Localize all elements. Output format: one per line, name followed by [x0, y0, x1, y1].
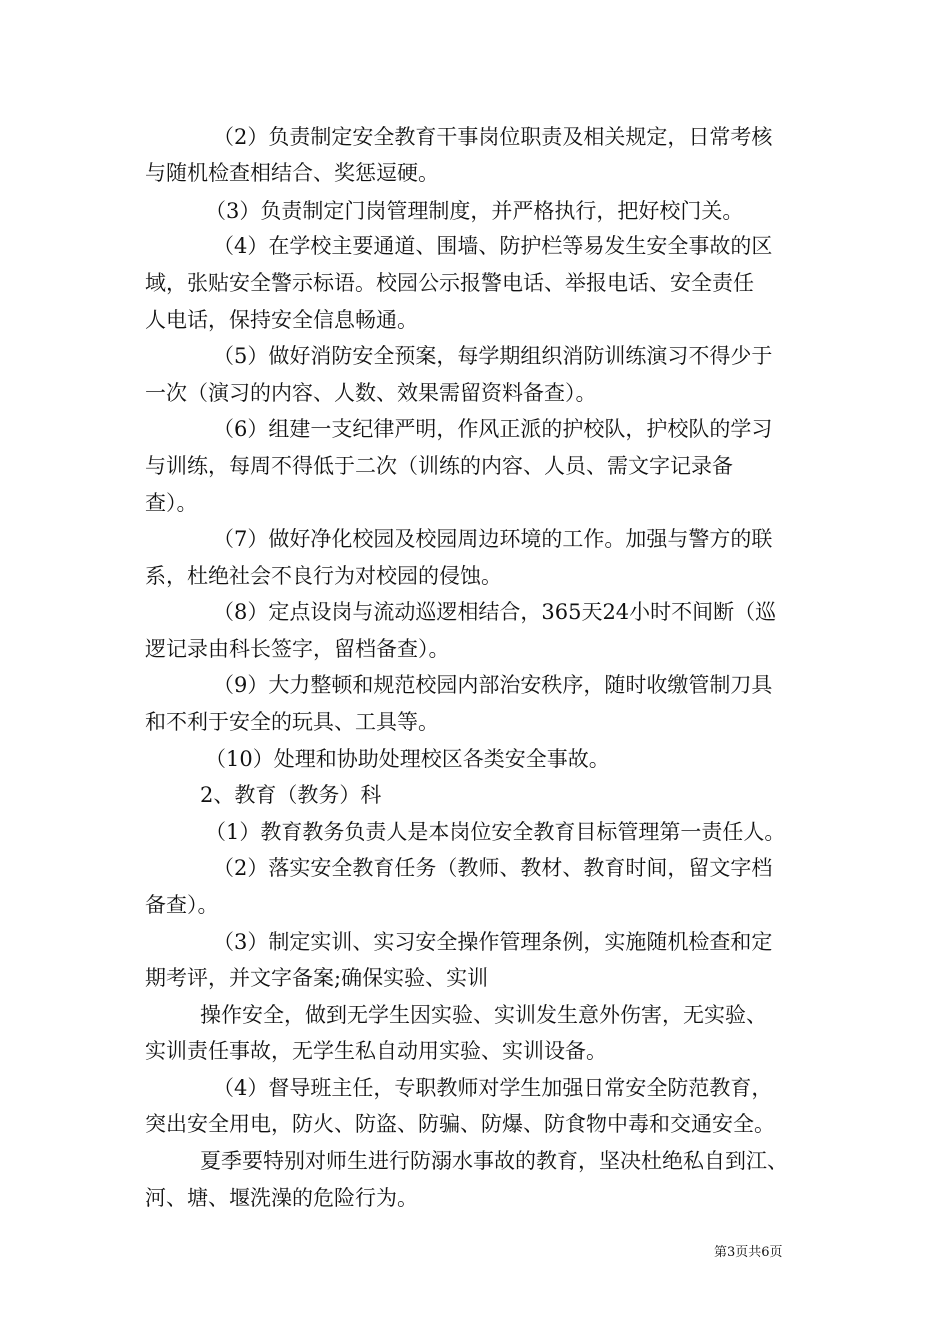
text-line: （7）做好净化校园及校园周边环境的工作。加强与警方的联: [213, 527, 773, 551]
text-line: 域，张贴安全警示标语。校园公示报警电话、举报电话、安全责任: [145, 271, 754, 295]
text-line: 期考评，并文字备案;确保实验、实训: [145, 966, 489, 990]
text-line: （6）组建一支纪律严明，作风正派的护校队，护校队的学习: [213, 417, 773, 441]
text-line: （4）督导班主任，专职教师对学生加强日常安全防范教育，: [213, 1076, 773, 1100]
text-line: 操作安全，做到无学生因实验、实训发生意外伤害，无实验、: [200, 1003, 767, 1027]
text-line: （10）处理和协助处理校区各类安全事故。: [205, 747, 610, 771]
section-heading: 2、教育（教务）科: [200, 783, 382, 807]
text-line: （3）制定实训、实习安全操作管理条例，实施随机检查和定: [213, 930, 773, 954]
text-line: 系，杜绝社会不良行为对校园的侵蚀。: [145, 564, 502, 588]
text-line: 逻记录由科长签字，留档备查）。: [145, 637, 450, 661]
text-line: （4）在学校主要通道、围墙、防护栏等易发生安全事故的区: [213, 234, 773, 258]
text-line: 人电话，保持安全信息畅通。: [145, 308, 418, 332]
text-line: 河、塘、堰洗澡的危险行为。: [145, 1186, 418, 1210]
text-line: （2）负责制定安全教育干事岗位职责及相关规定，日常考核: [213, 125, 773, 149]
text-line: 实训责任事故，无学生私自动用实验、实训设备。: [145, 1039, 607, 1063]
text-line: 与随机检查相结合、奖惩逗硬。: [145, 161, 439, 185]
text-line: 查）。: [145, 491, 198, 515]
text-line: （5）做好消防安全预案，每学期组织消防训练演习不得少于: [213, 344, 773, 368]
text-line: （1）教育教务负责人是本岗位安全教育目标管理第一责任人。: [205, 820, 786, 844]
text-line: 突出安全用电，防火、防盗、防骗、防爆、防食物中毒和交通安全。: [145, 1112, 775, 1136]
text-line: （8）定点设岗与流动巡逻相结合，365天24小时不间断（巡: [213, 600, 777, 624]
text-line: （9）大力整顿和规范校园内部治安秩序，随时收缴管制刀具: [213, 673, 773, 697]
text-line: 备查）。: [145, 893, 219, 917]
text-line: 一次（演习的内容、人数、效果需留资料备查）。: [145, 381, 597, 405]
text-line: （2）落实安全教育任务（教师、教材、教育时间，留文字档: [213, 856, 773, 880]
page-number: 第3页共6页: [714, 1245, 783, 1260]
text-line: 夏季要特别对师生进行防溺水事故的教育，坚决杜绝私自到江、: [200, 1149, 788, 1173]
text-line: （3）负责制定门岗管理制度，并严格执行，把好校门关。: [205, 199, 744, 223]
text-line: 和不利于安全的玩具、工具等。: [145, 710, 439, 734]
text-line: 与训练，每周不得低于二次（训练的内容、人员、需文字记录备: [145, 454, 733, 478]
